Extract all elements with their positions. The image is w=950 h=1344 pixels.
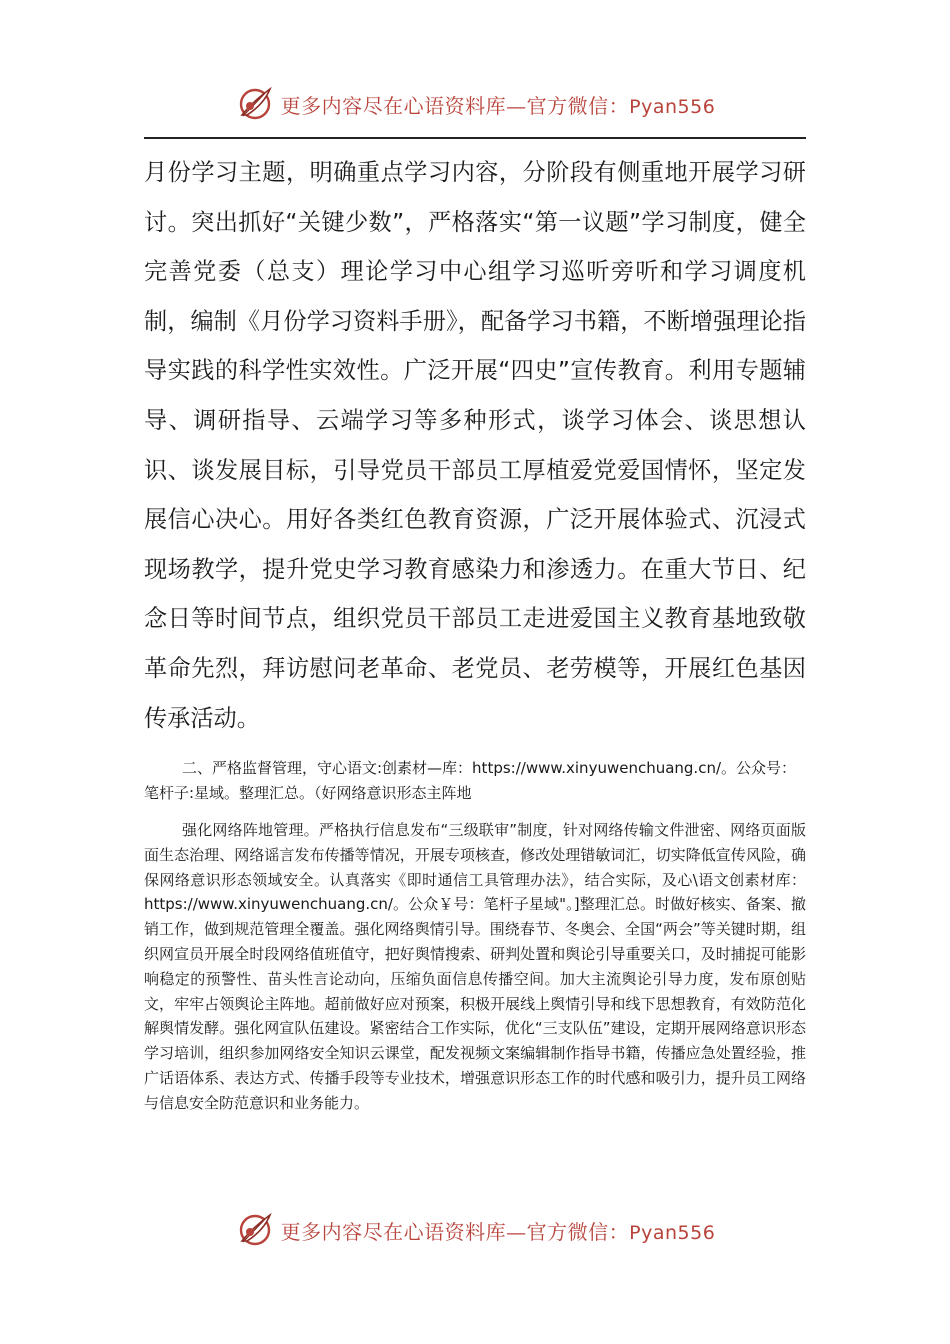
footer-watermark-id: Pyan556 bbox=[629, 1221, 716, 1244]
body-paragraph-2: 强化网络阵地管理。严格执行信息发布“三级联审”制度，针对网络传输文件泄密、网络页面版面生态治理、网络谣言发布传播等情况，开展专项核查，修改处理错敏词汇，切实降低宣传风险，确保网络意识形态领域安全。认真落实《即时通信工具管理办法》，结合实际，及心\语文创素材库：https://www.xinyuwenchuang.cn/。公众￥号：笔杆子星域"。]整理汇总。时做好核实、备案、撤销工作，做到规范管理全覆盖。强化网络舆情引导。围绕春节、冬奥会、全国“两会”等关键时期，组织网宣员开展全时段网络值班值守，把好舆情搜索、研判处置和舆论引导重要关口，及时捕捉可能影响稳定的预警性、苗头性言论动向，压缩负面信息传播空间。加大主流舆论引导力度，发布原创贴文，牢牢占领舆论主阵地。超前做好应对预案，积极开展线上舆情引导和线下思想教育，有效防范化解舆情发酵。强化网宣队伍建设。紧密结合工作实际，优化“三支队伍”建设，定期开展网络意识形态学习培训，组织参加网络安全知识云课堂，配发视频文案编辑制作指导书籍，传播应急处置经验，推广话语体系、表达方式、传播手段等专业技术，增强意识形态工作的时代感和吸引力，提升员工网络与信息安全防范意识和业务能力。 bbox=[144, 821, 806, 1112]
section-heading: 二、严格监督管理，守心语文:创素材—库：https://www.xinyuwenchuang.cn/。公众号：笔杆子:星域。整理汇总。（好网络意识形态主阵地 bbox=[144, 759, 797, 802]
header-watermark-id: Pyan556 bbox=[629, 95, 716, 118]
header-divider bbox=[144, 137, 806, 139]
header-watermark bbox=[0, 84, 950, 124]
footer-watermark-label: 更多内容尽在心语资料库—官方微信： bbox=[280, 1219, 630, 1244]
quill-pen-logo-icon bbox=[235, 84, 275, 124]
header-watermark-label: 更多内容尽在心语资料库—官方微信： bbox=[280, 93, 630, 118]
footer-watermark-text bbox=[281, 1216, 716, 1245]
footer-watermark bbox=[0, 1210, 950, 1250]
quill-pen-logo-icon bbox=[235, 1210, 275, 1250]
header-watermark-text bbox=[281, 90, 716, 119]
body-paragraph-1: 月份学习主题，明确重点学习内容，分阶段有侧重地开展学习研讨。突出抓好“关键少数”，严格落实“第一议题”学习制度，健全完善党委（总支）理论学习中心组学习巡听旁听和学习调度机制，编制《月份学习资料手册》，配备学习书籍，不断增强理论指导实践的科学性实效性。广泛开展“四史”宣传教育。利用专题辅导、调研指导、云端学习等多种形式，谈学习体会、谈思想认识、谈发展目标，引导党员干部员工厚植爱党爱国情怀，坚定发展信心决心。用好各类红色教育资源，广泛开展体验式、沉浸式现场教学，提升党史学习教育感染力和渗透力。在重大节日、纪念日等时间节点，组织党员干部员工走进爱国主义教育基地致敬革命先烈，拜访慰问老革命、老党员、老劳模等，开展红色基因传承活动。 bbox=[144, 159, 806, 732]
